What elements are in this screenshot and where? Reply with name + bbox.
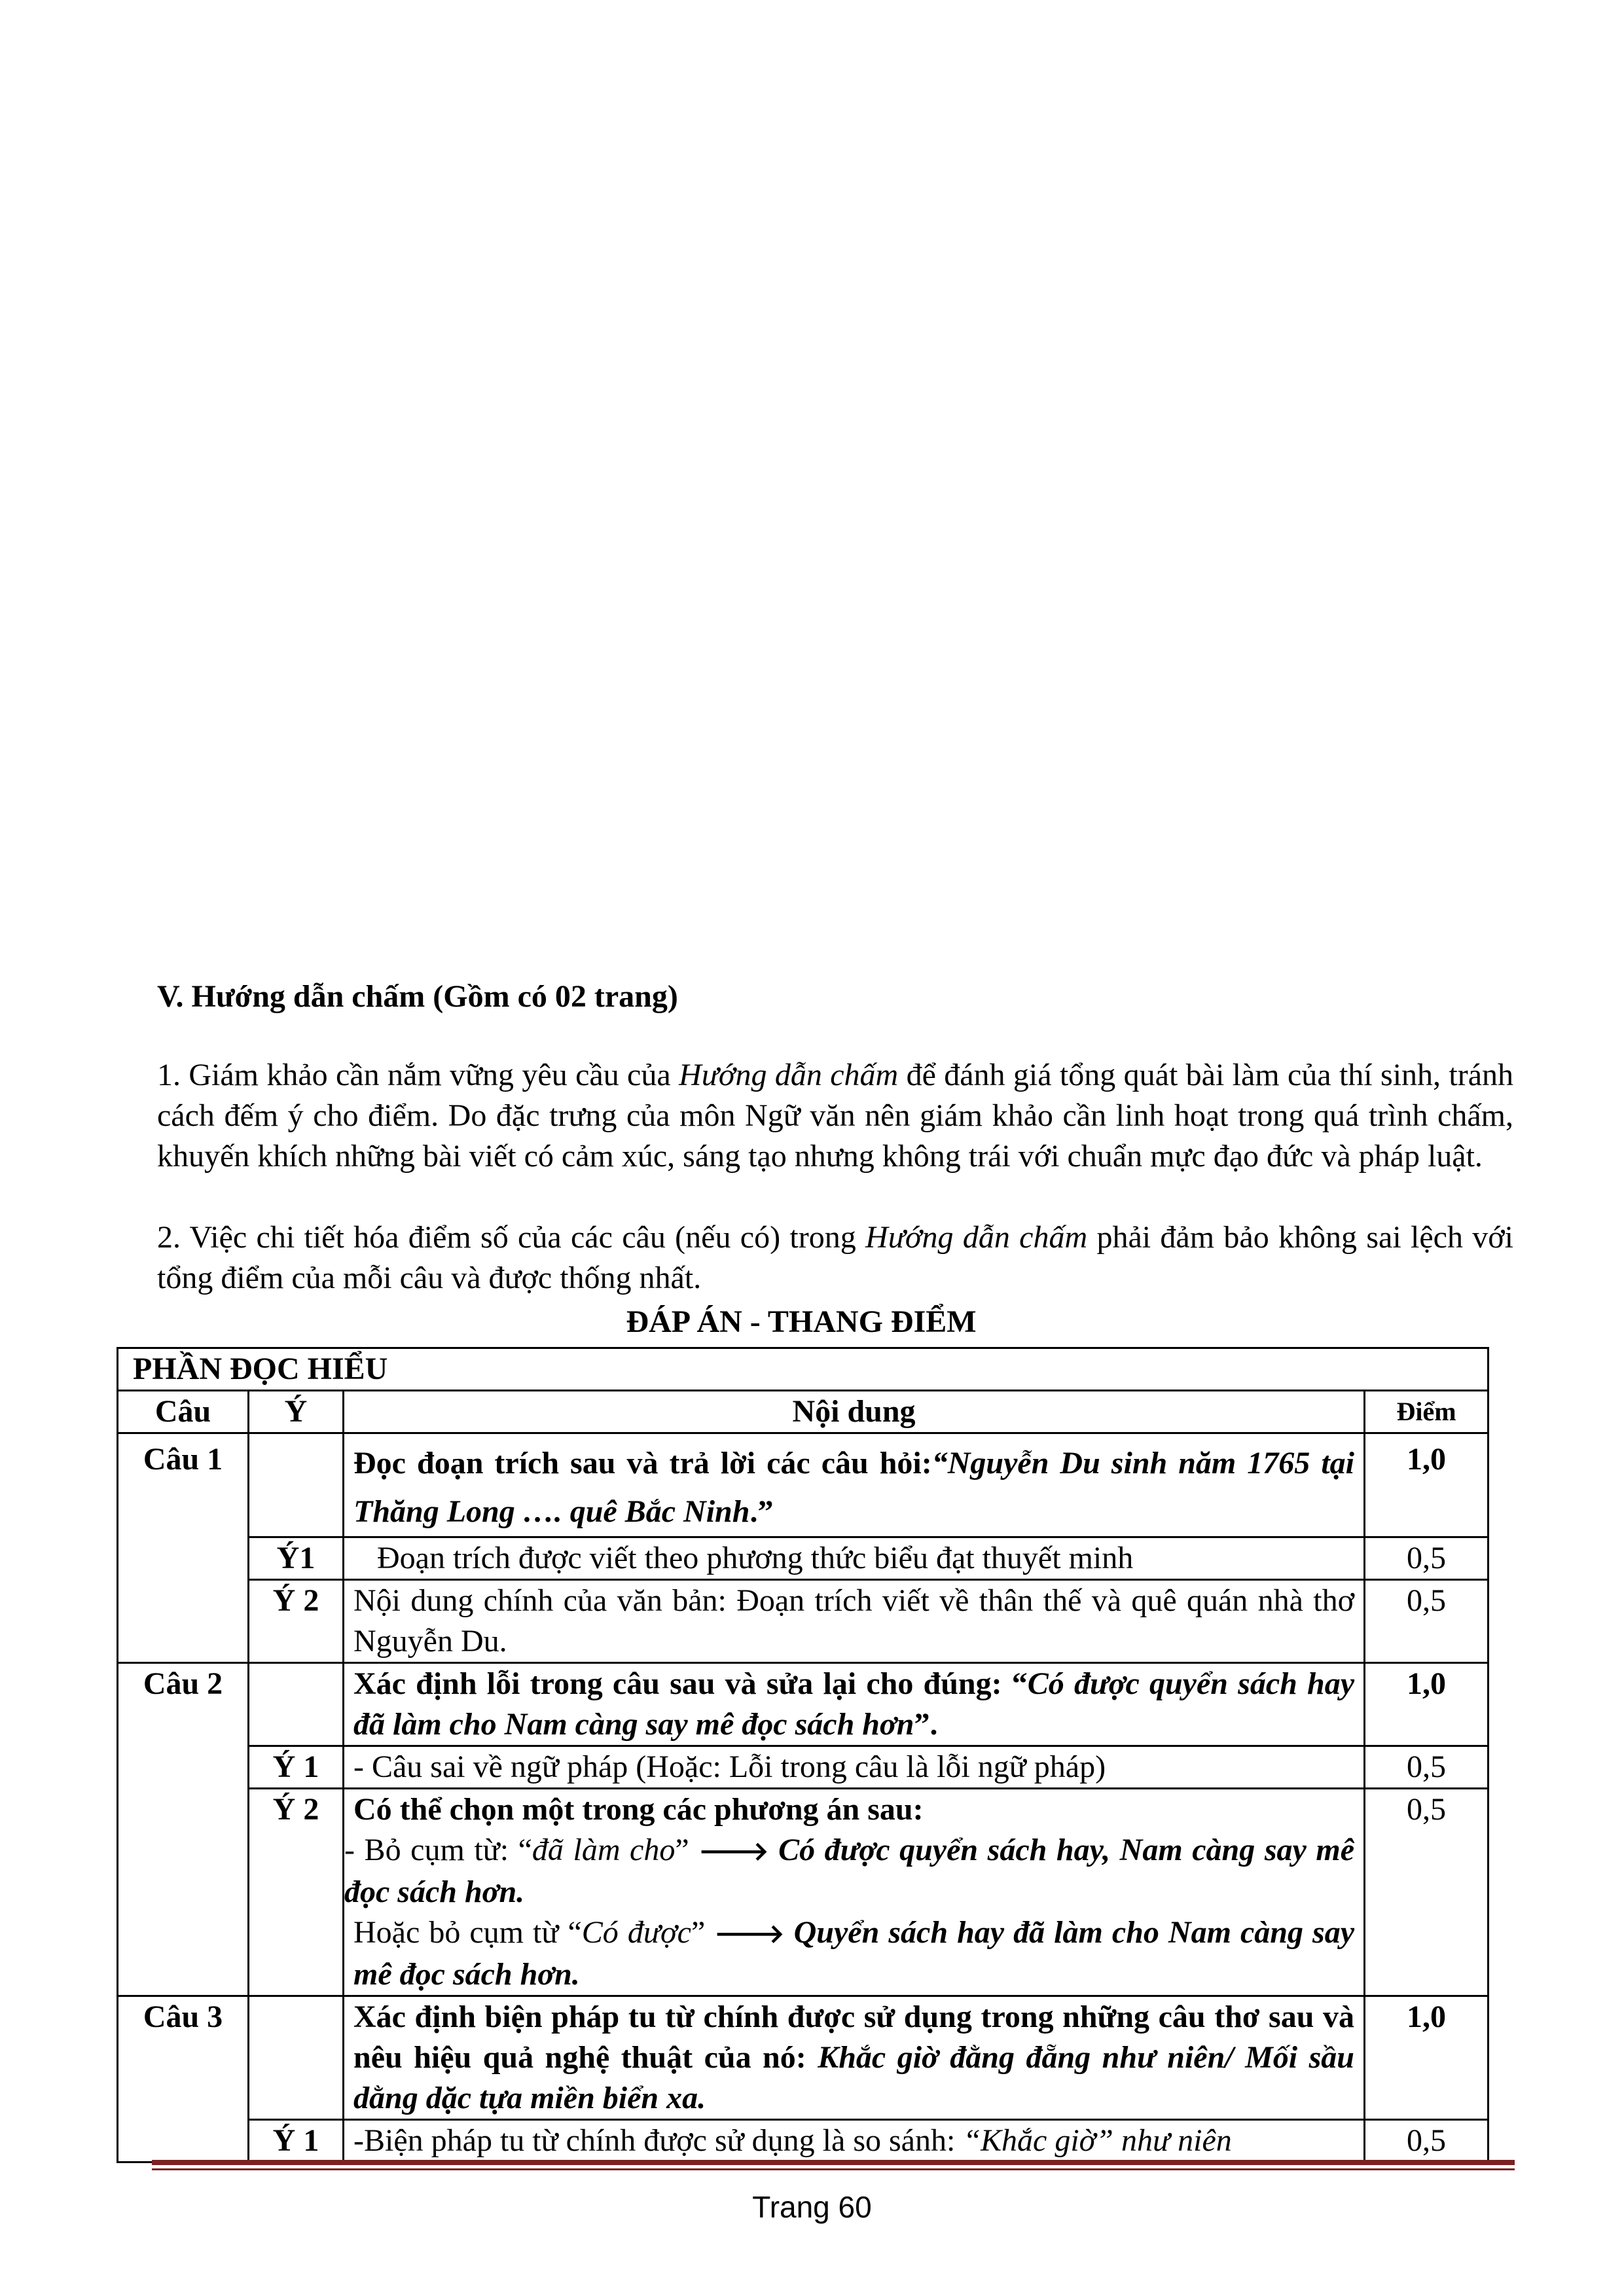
text-run: - Bỏ cụm từ: “ xyxy=(344,1833,532,1867)
empty-cell xyxy=(249,1996,344,2120)
header-y: Ý xyxy=(249,1391,344,1433)
option-1 xyxy=(344,1830,1354,1912)
text-run: Hoặc bỏ cụm từ “ xyxy=(353,1915,582,1950)
footer-divider-thin xyxy=(152,2168,1515,2170)
page-number: Trang 60 xyxy=(752,2190,872,2224)
score-cell: 0,5 xyxy=(1365,1789,1489,1996)
empty-cell xyxy=(249,1663,344,1746)
table-row xyxy=(118,1996,1489,2120)
footer-divider xyxy=(152,2160,1515,2165)
sub-label: Ý1 xyxy=(249,1537,344,1580)
text-run-italic: đã làm cho xyxy=(532,1833,676,1867)
text-run-bold-italic: Quyển sách hay đã làm cho Nam càng say mê đọc sách hơn. xyxy=(353,1915,1355,1992)
part-heading: PHẦN ĐỌC HIỂU xyxy=(118,1348,1489,1391)
quote-text: Có được quyển sách hay đã làm cho Nam càng say mê đọc sách hơn xyxy=(353,1666,1355,1742)
prompt-text: Xác định biện pháp tu từ chính được sử dụng trong những câu thơ sau và nêu hiệu quả nghệ thuật của nó: xyxy=(353,2000,1354,2075)
text-run: phải đảm bảo không sai lệch với tổng điểm của mỗi câu và được thống nhất. xyxy=(157,1220,1513,1295)
answer-table xyxy=(117,1347,1489,2163)
quote-text: Khắc giờ đằng đẵng như niên/ Mối sầu dằng dặc tựa miền biển xa. xyxy=(353,2040,1354,2115)
answer-text: Nội dung chính của văn bản: Đoạn trích viết về thân thế và quê quán nhà thơ Nguyễn Du. xyxy=(344,1580,1365,1663)
table-header-row xyxy=(118,1391,1489,1433)
text-run-italic: Hướng dẫn chấm xyxy=(865,1220,1088,1255)
text-run: để đánh giá tổng quát bài làm của thí sinh, tránh cách đếm ý cho điểm. Do đặc trưng của môn Ngữ văn nên giám khảo cần linh hoạt trong quá trình chấm, khuyến khích những bài viết có cảm xúc, sáng tạo nhưng không trái với chuẩn mực đạo đức và pháp luật. xyxy=(157,1058,1514,1174)
question-label: Câu 2 xyxy=(118,1663,249,1996)
score-cell: 1,0 xyxy=(1365,1996,1489,2120)
answer-options xyxy=(344,1789,1365,1996)
text-run-italic: Hướng dẫn chấm xyxy=(679,1058,899,1092)
empty-cell xyxy=(249,1433,344,1537)
text-run-bold-italic: Có được quyển sách hay, Nam càng say mê đọc sách hơn. xyxy=(344,1833,1355,1909)
sub-label: Ý 1 xyxy=(249,2120,344,2162)
answer-text: Đoạn trích được viết theo phương thức biểu đạt thuyết minh xyxy=(344,1537,1365,1580)
table-row xyxy=(118,2120,1489,2162)
score-cell: 0,5 xyxy=(1365,1746,1489,1789)
answer-text xyxy=(344,2120,1365,2162)
header-diem: Điểm xyxy=(1365,1391,1489,1433)
quote-end: .” xyxy=(749,1494,774,1529)
section-title: V. Hướng dẫn chấm (Gồm có 02 trang) xyxy=(157,979,678,1014)
instruction-paragraph-1 xyxy=(157,1055,1513,1177)
question-label: Câu 3 xyxy=(118,1996,249,2162)
text-run: 1. Giám khảo cần nắm vững yêu cầu của xyxy=(157,1058,679,1092)
prompt-text: Xác định lỗi trong câu sau và sửa lại cho đúng: “ xyxy=(353,1666,1028,1701)
sub-label: Ý 2 xyxy=(249,1789,344,1996)
text-run: ” xyxy=(675,1833,699,1867)
question-prompt xyxy=(344,1996,1365,2120)
option-2 xyxy=(353,1912,1354,1995)
table-row xyxy=(118,1537,1489,1580)
arrow-right-icon: 🡒 xyxy=(714,1919,785,1949)
question-prompt xyxy=(344,1433,1365,1537)
table-row xyxy=(118,1789,1489,1996)
score-cell: 0,5 xyxy=(1365,2120,1489,2162)
sub-label: Ý 1 xyxy=(249,1746,344,1789)
table-row xyxy=(118,1663,1489,1746)
table-part-row xyxy=(118,1348,1489,1391)
table-row xyxy=(118,1746,1489,1789)
options-heading: Có thể chọn một trong các phương án sau: xyxy=(353,1792,924,1827)
arrow-right-icon: 🡒 xyxy=(698,1837,769,1867)
score-cell: 0,5 xyxy=(1365,1580,1489,1663)
text-run-italic: Có được xyxy=(581,1915,691,1950)
text-run: -Biện pháp tu từ chính được sử dụng là so sánh: xyxy=(353,2123,964,2158)
header-cau: Câu xyxy=(118,1391,249,1433)
text-run: 2. Việc chi tiết hóa điểm số của các câu (nếu có) trong xyxy=(157,1220,866,1255)
text-run-italic: “Khắc giờ” như niên xyxy=(963,2123,1232,2158)
sub-label: Ý 2 xyxy=(249,1580,344,1663)
quote-text: “Nguyễn Du sinh năm 1765 tại Thăng Long …. quê Bắc Ninh xyxy=(353,1446,1354,1529)
instruction-paragraph-2 xyxy=(157,1217,1513,1299)
prompt-text: Đọc đoạn trích sau và trả lời các câu hỏi: xyxy=(353,1446,932,1480)
table-row xyxy=(118,1580,1489,1663)
header-noidung: Nội dung xyxy=(344,1391,1365,1433)
table-row xyxy=(118,1433,1489,1537)
score-cell: 0,5 xyxy=(1365,1537,1489,1580)
answer-text: - Câu sai về ngữ pháp (Hoặc: Lỗi trong câu là lỗi ngữ pháp) xyxy=(344,1746,1365,1789)
question-prompt xyxy=(344,1663,1365,1746)
question-label: Câu 1 xyxy=(118,1433,249,1663)
score-cell: 1,0 xyxy=(1365,1433,1489,1537)
score-cell: 1,0 xyxy=(1365,1663,1489,1746)
quote-end: ”. xyxy=(914,1707,938,1742)
text-run: ” xyxy=(691,1915,715,1950)
table-title: ĐÁP ÁN - THANG ĐIỂM xyxy=(626,1304,977,1339)
